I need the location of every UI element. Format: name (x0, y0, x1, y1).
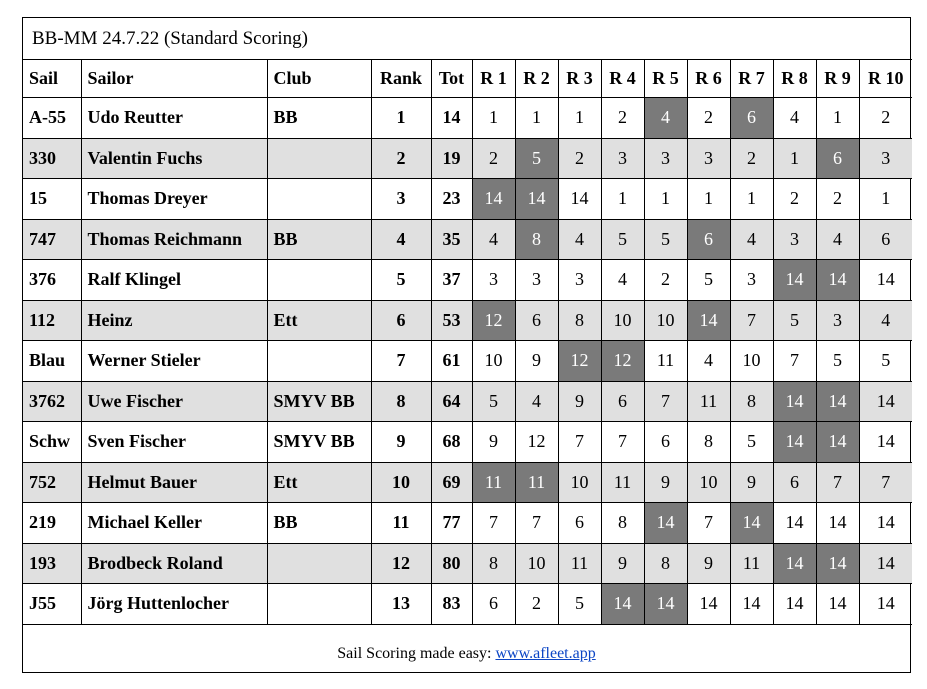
race-cell: 10 (730, 341, 773, 382)
sail-cell: 112 (23, 300, 81, 341)
race-cell: 14 (859, 381, 912, 422)
race-cell: 4 (558, 219, 601, 260)
race-cell: 1 (816, 98, 859, 139)
race-cell: 1 (558, 98, 601, 139)
sail-cell: 3762 (23, 381, 81, 422)
rank-cell: 2 (371, 138, 431, 179)
race-cell: 7 (730, 300, 773, 341)
race-cell: 4 (730, 219, 773, 260)
race-cell: 2 (730, 138, 773, 179)
sailor-cell: Uwe Fischer (81, 381, 267, 422)
race-cell: 3 (773, 219, 816, 260)
race-cell: 14 (859, 260, 912, 301)
race-cell: 8 (558, 300, 601, 341)
column-header-r1: R 1 (472, 60, 515, 98)
rank-cell: 10 (371, 462, 431, 503)
race-cell: 14 (859, 422, 912, 463)
rank-cell: 1 (371, 98, 431, 139)
race-cell: 14 (816, 584, 859, 625)
race-cell: 3 (730, 260, 773, 301)
table-row (23, 503, 912, 544)
discarded-race-cell: 14 (644, 584, 687, 625)
race-cell: 14 (687, 584, 730, 625)
race-cell: 6 (472, 584, 515, 625)
club-cell: SMYV BB (267, 381, 371, 422)
table-row (23, 98, 912, 139)
column-header-sail: Sail (23, 60, 81, 98)
race-cell: 8 (601, 503, 644, 544)
total-cell: 23 (431, 179, 472, 220)
race-cell: 8 (644, 543, 687, 584)
club-cell: Ett (267, 300, 371, 341)
sailor-cell: Helmut Bauer (81, 462, 267, 503)
discarded-race-cell: 14 (773, 381, 816, 422)
table-row (23, 381, 912, 422)
sail-cell: 752 (23, 462, 81, 503)
race-cell: 9 (687, 543, 730, 584)
total-cell: 83 (431, 584, 472, 625)
race-cell: 3 (687, 138, 730, 179)
race-cell: 3 (558, 260, 601, 301)
race-cell: 8 (730, 381, 773, 422)
sailor-cell: Jörg Huttenlocher (81, 584, 267, 625)
total-cell: 61 (431, 341, 472, 382)
total-cell: 19 (431, 138, 472, 179)
sailor-cell: Sven Fischer (81, 422, 267, 463)
discarded-race-cell: 12 (601, 341, 644, 382)
column-header-r9: R 9 (816, 60, 859, 98)
total-cell: 80 (431, 543, 472, 584)
sailor-cell: Thomas Reichmann (81, 219, 267, 260)
column-header-r3: R 3 (558, 60, 601, 98)
sailor-cell: Werner Stieler (81, 341, 267, 382)
race-cell: 1 (687, 179, 730, 220)
race-cell: 3 (472, 260, 515, 301)
race-cell: 1 (773, 138, 816, 179)
club-cell: BB (267, 219, 371, 260)
race-cell: 2 (515, 584, 558, 625)
rank-cell: 5 (371, 260, 431, 301)
discarded-race-cell: 4 (644, 98, 687, 139)
race-cell: 5 (687, 260, 730, 301)
club-cell (267, 543, 371, 584)
race-cell: 6 (558, 503, 601, 544)
race-cell: 11 (730, 543, 773, 584)
race-cell: 5 (558, 584, 601, 625)
footer-text: Sail Scoring made easy: (337, 645, 496, 662)
race-cell: 2 (773, 179, 816, 220)
race-cell: 2 (644, 260, 687, 301)
discarded-race-cell: 14 (472, 179, 515, 220)
results-body (23, 98, 912, 625)
rank-cell: 9 (371, 422, 431, 463)
discarded-race-cell: 14 (730, 503, 773, 544)
discarded-race-cell: 8 (515, 219, 558, 260)
total-cell: 14 (431, 98, 472, 139)
discarded-race-cell: 11 (472, 462, 515, 503)
race-cell: 10 (687, 462, 730, 503)
sail-cell: J55 (23, 584, 81, 625)
race-cell: 7 (644, 381, 687, 422)
rank-cell: 13 (371, 584, 431, 625)
sailor-cell: Valentin Fuchs (81, 138, 267, 179)
race-cell: 9 (601, 543, 644, 584)
race-cell: 3 (644, 138, 687, 179)
total-cell: 53 (431, 300, 472, 341)
race-cell: 5 (644, 219, 687, 260)
race-cell: 5 (472, 381, 515, 422)
table-row (23, 584, 912, 625)
sail-cell: 15 (23, 179, 81, 220)
rank-cell: 8 (371, 381, 431, 422)
discarded-race-cell: 14 (773, 422, 816, 463)
race-cell: 6 (601, 381, 644, 422)
table-row (23, 422, 912, 463)
race-cell: 10 (601, 300, 644, 341)
race-cell: 2 (816, 179, 859, 220)
discarded-race-cell: 6 (816, 138, 859, 179)
column-header-r6: R 6 (687, 60, 730, 98)
discarded-race-cell: 14 (644, 503, 687, 544)
results-panel (22, 17, 911, 673)
discarded-race-cell: 14 (773, 543, 816, 584)
discarded-race-cell: 14 (515, 179, 558, 220)
discarded-race-cell: 14 (816, 381, 859, 422)
club-cell (267, 341, 371, 382)
club-cell (267, 584, 371, 625)
results-table (23, 59, 912, 625)
discarded-race-cell: 12 (558, 341, 601, 382)
total-cell: 77 (431, 503, 472, 544)
race-cell: 3 (515, 260, 558, 301)
table-row (23, 179, 912, 220)
sail-cell: 219 (23, 503, 81, 544)
race-cell: 4 (515, 381, 558, 422)
race-cell: 11 (601, 462, 644, 503)
sail-cell: Blau (23, 341, 81, 382)
race-cell: 1 (515, 98, 558, 139)
discarded-race-cell: 14 (816, 543, 859, 584)
column-header-sailor: Sailor (81, 60, 267, 98)
discarded-race-cell: 6 (687, 219, 730, 260)
race-cell: 10 (644, 300, 687, 341)
total-cell: 35 (431, 219, 472, 260)
race-cell: 6 (773, 462, 816, 503)
discarded-race-cell: 5 (515, 138, 558, 179)
race-cell: 9 (558, 381, 601, 422)
column-header-rank: Rank (371, 60, 431, 98)
sail-cell: 376 (23, 260, 81, 301)
rank-cell: 7 (371, 341, 431, 382)
race-cell: 14 (773, 584, 816, 625)
race-cell: 14 (730, 584, 773, 625)
rank-cell: 11 (371, 503, 431, 544)
sail-cell: 747 (23, 219, 81, 260)
race-cell: 4 (687, 341, 730, 382)
race-cell: 6 (644, 422, 687, 463)
race-cell: 2 (472, 138, 515, 179)
discarded-race-cell: 14 (773, 260, 816, 301)
race-cell: 7 (601, 422, 644, 463)
race-cell: 14 (859, 584, 912, 625)
race-cell: 11 (558, 543, 601, 584)
column-header-r5: R 5 (644, 60, 687, 98)
race-cell: 2 (687, 98, 730, 139)
table-row (23, 543, 912, 584)
race-cell: 4 (773, 98, 816, 139)
table-row (23, 341, 912, 382)
column-header-r8: R 8 (773, 60, 816, 98)
total-cell: 64 (431, 381, 472, 422)
race-cell: 2 (601, 98, 644, 139)
column-header-r4: R 4 (601, 60, 644, 98)
race-cell: 7 (687, 503, 730, 544)
race-cell: 5 (601, 219, 644, 260)
race-cell: 9 (515, 341, 558, 382)
race-cell: 7 (859, 462, 912, 503)
discarded-race-cell: 12 (472, 300, 515, 341)
race-cell: 7 (558, 422, 601, 463)
race-cell: 11 (644, 341, 687, 382)
race-cell: 14 (773, 503, 816, 544)
total-cell: 37 (431, 260, 472, 301)
sail-cell: A-55 (23, 98, 81, 139)
race-cell: 14 (558, 179, 601, 220)
club-cell: SMYV BB (267, 422, 371, 463)
sail-cell: 330 (23, 138, 81, 179)
race-cell: 9 (644, 462, 687, 503)
race-cell: 4 (472, 219, 515, 260)
race-cell: 5 (859, 341, 912, 382)
discarded-race-cell: 14 (601, 584, 644, 625)
race-cell: 4 (601, 260, 644, 301)
race-cell: 8 (472, 543, 515, 584)
race-cell: 9 (730, 462, 773, 503)
sailor-cell: Heinz (81, 300, 267, 341)
race-cell: 14 (859, 503, 912, 544)
rank-cell: 4 (371, 219, 431, 260)
race-cell: 7 (816, 462, 859, 503)
discarded-race-cell: 11 (515, 462, 558, 503)
sailor-cell: Michael Keller (81, 503, 267, 544)
race-cell: 1 (472, 98, 515, 139)
table-row (23, 138, 912, 179)
discarded-race-cell: 14 (687, 300, 730, 341)
sailor-cell: Brodbeck Roland (81, 543, 267, 584)
results-title: BB-MM 24.7.22 (Standard Scoring) (32, 28, 309, 49)
race-cell: 3 (816, 300, 859, 341)
race-cell: 1 (601, 179, 644, 220)
race-cell: 2 (558, 138, 601, 179)
race-cell: 1 (644, 179, 687, 220)
table-row (23, 300, 912, 341)
table-row (23, 462, 912, 503)
table-row (23, 219, 912, 260)
rank-cell: 6 (371, 300, 431, 341)
club-cell (267, 179, 371, 220)
column-header-r7: R 7 (730, 60, 773, 98)
sailor-cell: Thomas Dreyer (81, 179, 267, 220)
race-cell: 1 (859, 179, 912, 220)
race-cell: 12 (515, 422, 558, 463)
rank-cell: 3 (371, 179, 431, 220)
race-cell: 4 (816, 219, 859, 260)
footer (23, 636, 910, 672)
sail-cell: Schw (23, 422, 81, 463)
race-cell: 5 (773, 300, 816, 341)
sail-cell: 193 (23, 543, 81, 584)
race-cell: 6 (859, 219, 912, 260)
club-cell: BB (267, 98, 371, 139)
total-cell: 69 (431, 462, 472, 503)
race-cell: 4 (859, 300, 912, 341)
race-cell: 1 (730, 179, 773, 220)
race-cell: 6 (515, 300, 558, 341)
afleet-link[interactable]: www.afleet.app (495, 645, 596, 662)
club-cell (267, 260, 371, 301)
race-cell: 7 (773, 341, 816, 382)
race-cell: 2 (859, 98, 912, 139)
race-cell: 11 (687, 381, 730, 422)
race-cell: 10 (515, 543, 558, 584)
discarded-race-cell: 6 (730, 98, 773, 139)
race-cell: 3 (601, 138, 644, 179)
race-cell: 8 (687, 422, 730, 463)
discarded-race-cell: 14 (816, 260, 859, 301)
race-cell: 9 (472, 422, 515, 463)
race-cell: 14 (816, 503, 859, 544)
race-cell: 7 (472, 503, 515, 544)
race-cell: 5 (816, 341, 859, 382)
header-row (23, 60, 912, 98)
race-cell: 10 (558, 462, 601, 503)
race-cell: 5 (730, 422, 773, 463)
club-cell: Ett (267, 462, 371, 503)
total-cell: 68 (431, 422, 472, 463)
race-cell: 10 (472, 341, 515, 382)
race-cell: 7 (515, 503, 558, 544)
column-header-club: Club (267, 60, 371, 98)
race-cell: 14 (859, 543, 912, 584)
rank-cell: 12 (371, 543, 431, 584)
sailor-cell: Ralf Klingel (81, 260, 267, 301)
club-cell (267, 138, 371, 179)
race-cell: 3 (859, 138, 912, 179)
column-header-tot: Tot (431, 60, 472, 98)
table-row (23, 260, 912, 301)
column-header-r10: R 10 (859, 60, 912, 98)
column-header-r2: R 2 (515, 60, 558, 98)
discarded-race-cell: 14 (816, 422, 859, 463)
club-cell: BB (267, 503, 371, 544)
sailor-cell: Udo Reutter (81, 98, 267, 139)
